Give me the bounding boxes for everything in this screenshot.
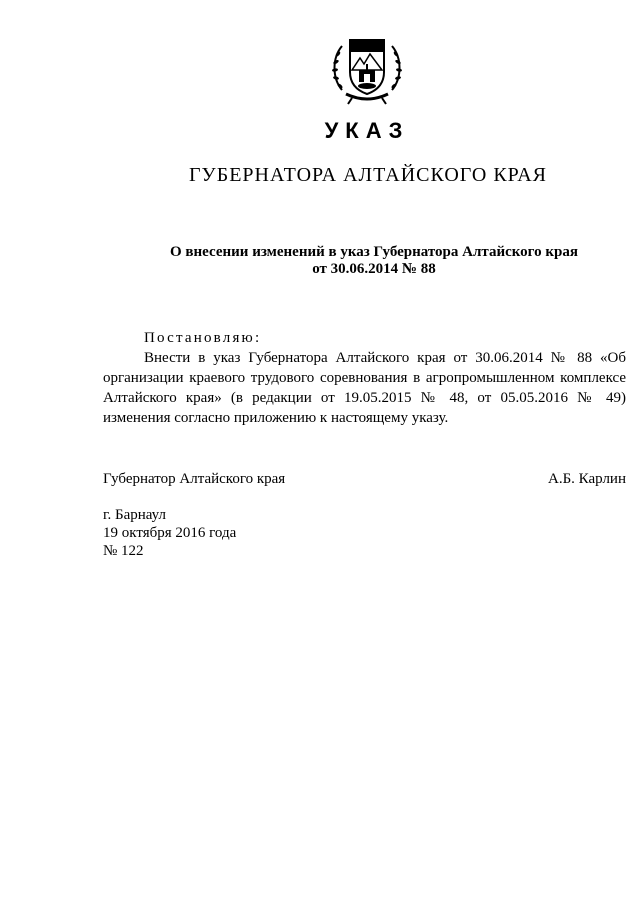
meta-city: г. Барнаул xyxy=(103,507,166,523)
issuing-authority: ГУБЕРНАТОРА АЛТАЙСКОГО КРАЯ xyxy=(188,164,547,186)
document-type: УКАЗ xyxy=(324,118,410,143)
document-meta xyxy=(103,506,236,560)
document-subject xyxy=(0,244,640,278)
meta-number: № 122 xyxy=(103,543,144,559)
signatory-position: Губернатор Алтайского края xyxy=(103,471,286,487)
signatory-name: А.Б. Карлин xyxy=(547,471,626,487)
meta-date: 19 октября 2016 года xyxy=(103,525,237,541)
decree-paragraph: Внести в указ Губернатора Алтайского края от 30.06.2014 № 88 «Об организации краевого трудового соревнования в агропромышленном комплексе Алтайского края» (в редакции от 19.05.2015 № 48, от 05.05.2016 № 49) изменения согласно приложению к настоящему указу. xyxy=(103,350,626,426)
subject-line-1: О внесении изменений в указ Губернатора Алтайского края xyxy=(170,244,578,260)
decree-word: Постановляю: xyxy=(144,330,262,346)
coat-of-arms-icon xyxy=(328,30,406,108)
subject-line-2: от 30.06.2014 № 88 xyxy=(312,261,436,277)
